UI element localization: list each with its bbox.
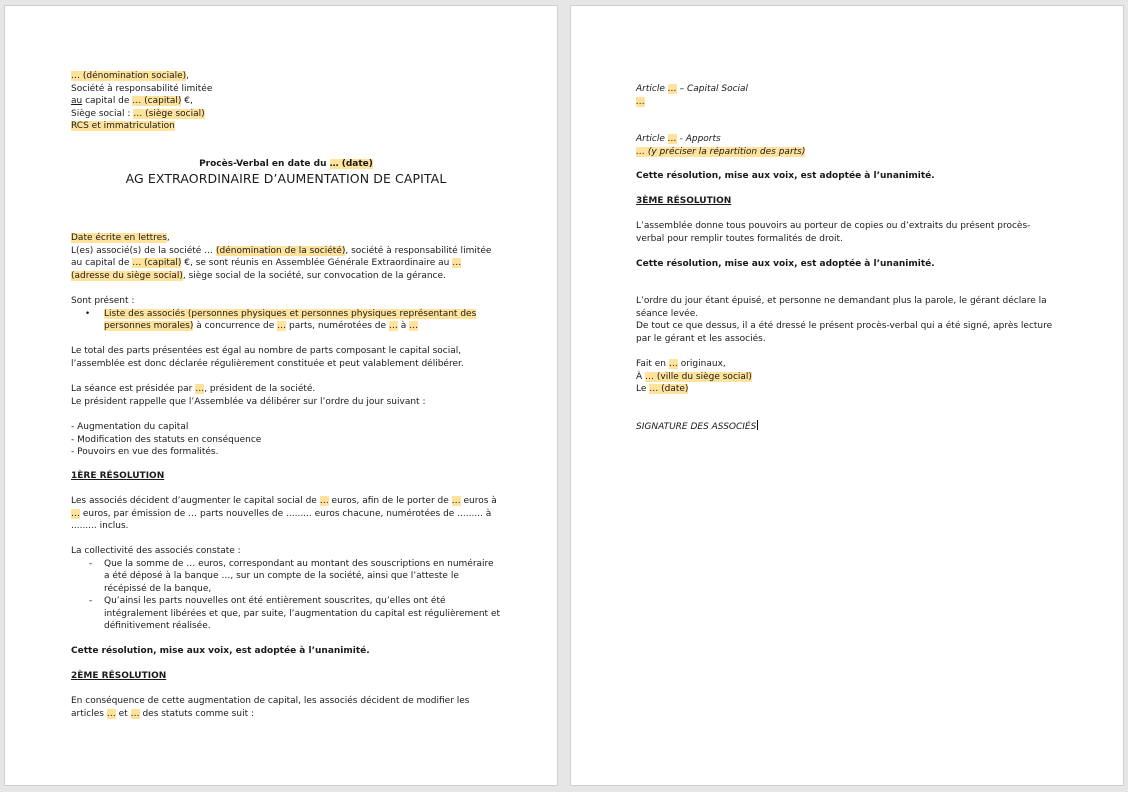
header-line-siege: Siège social : … (siège social) (71, 108, 205, 119)
constat-item: - Que la somme de … euros, correspondant au montant des souscriptions en numéraire a été déposé à la banque …, sur un compte de la société, ainsi que l’atteste le récépissé de la banque, (71, 558, 501, 596)
presidence-paragraph: La séance est présidée par …, président de la société. Le président rappelle que l’Assemblée va délibérer sur l’ordre du jour suivant : (71, 384, 426, 407)
present-section (71, 295, 501, 333)
fait-block (636, 358, 1056, 396)
fait-en-line: Fait en … originaux, (636, 359, 726, 369)
signature-line[interactable]: SIGNATURE DES ASSOCIÉS (636, 422, 757, 432)
header-line-capital: au capital de … (capital) €, (71, 96, 193, 106)
title-main: AG EXTRAORDINAIRE D’AUMENTATION DE CAPITAL (125, 170, 447, 186)
agenda-item: - Pouvoirs en vue des formalités. (71, 447, 219, 457)
resolution-3-heading: 3ÈME RÉSOLUTION (636, 196, 732, 206)
resolution-3-vote: Cette résolution, mise aux voix, est adoptée à l’unanimité. (636, 259, 935, 269)
quorum-paragraph: Le total des parts présentées est égal au nombre de parts composant le capital social, l’assemblée est donc déclarée régulièrement constituée et peut valablement délibérer. (71, 346, 464, 369)
resolution-1-heading: 1ÈRE RÉSOLUTION (71, 471, 165, 481)
text-cursor (757, 420, 758, 430)
present-list-item: • Liste des associés (personnes physiques et personnes physiques représentant des personnes morales) à concurrence de … parts, numérotées de … à … (71, 308, 501, 333)
agenda-item: - Augmentation du capital (71, 422, 189, 432)
article-capital: Article … – Capital Social … (636, 84, 749, 107)
resolution-2-heading: 2ÈME RÉSOLUTION (71, 671, 167, 681)
header-line-denomination: … (dénomination sociale), (71, 71, 190, 81)
dash-icon: - (89, 596, 93, 606)
present-label: Sont présent : (71, 296, 135, 306)
closing-paragraph: L’ordre du jour étant épuisé, et personne ne demandant plus la parole, le gérant déclare la séance levée. De tout ce que dessus, il a été dressé le présent procès-verbal qui a été signé, après lecture par le gérant et les associés. (636, 296, 1053, 344)
resolution-1-text: Les associés décident d’augmenter le capital social de … euros, afin de le porter de … euros à … euros, par émission de … parts nouvelles de ......... euros chacune, numérotées de ......... à ......... inclus. (71, 496, 497, 531)
resolution-2-text: En conséquence de cette augmentation de capital, les associés décident de modifier les articles … et … des statuts comme suit : (71, 696, 470, 719)
dash-icon: - (89, 558, 93, 569)
header-line-forme: Société à responsabilité limitée (71, 83, 213, 94)
constat-section (71, 545, 501, 633)
bullet-icon: • (84, 308, 91, 319)
intro-paragraph: Date écrite en lettres, L(es) associé(s) de la société … (dénomination de la société), société à responsabilité limitée au capital de … (capital) €, se sont réunis en Assemblée Générale Extraordinaire au … (adresse du siège social), siège social de la société, sur convocation de la gérance. (71, 233, 492, 281)
resolution-1-vote: Cette résolution, mise aux voix, est adoptée à l’unanimité. (71, 646, 370, 656)
article-apports: Article … - Apports … (y préciser la répartition des parts) (636, 134, 806, 157)
fait-a-line: À … (ville du siège social) (636, 371, 752, 382)
agenda-item: - Modification des statuts en conséquence (71, 434, 262, 445)
title-date-line: Procès-Verbal en date du … (date) (199, 159, 373, 169)
company-header (71, 70, 501, 133)
resolution-2-vote: Cette résolution, mise aux voix, est adoptée à l’unanimité. (636, 171, 935, 181)
constat-label: La collectivité des associés constate : (71, 546, 241, 556)
agenda-list (71, 421, 501, 459)
document-page-2[interactable] (570, 5, 1124, 786)
header-line-rcs: RCS et immatriculation (71, 121, 175, 131)
fait-le-line: Le … (date) (636, 384, 689, 394)
document-page-1[interactable] (4, 5, 558, 786)
resolution-3-text: L’assemblée donne tous pouvoirs au porteur de copies ou d’extraits du présent procès-verbal pour remplir toutes formalités de droit. (636, 221, 1031, 244)
constat-item: - Qu’ainsi les parts nouvelles ont été entièrement souscrites, qu’elles ont été intégralement libérées et que, par suite, l’augmentation du capital est régulièrement et définitivement réalisée. (71, 595, 501, 633)
document-title (71, 158, 501, 186)
